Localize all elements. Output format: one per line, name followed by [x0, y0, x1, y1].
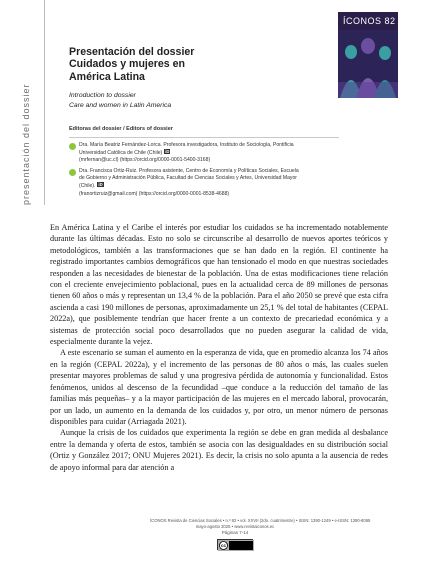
editor-entry: Dra. Francisca Ortiz-Ruiz. Profesora asistente, Centro de Economía y Políticas Sociales, Escuela de Gobierno y Administración Pública, Facultad de Ciencias Sociales y Artes, Universidad Mayor (Chile). iD (franortizruiz@gmail.com) (https://orcid.org/0000-0001-8538-4688) — [69, 168, 339, 197]
creative-commons-badge-icon — [69, 143, 76, 150]
orcid-icon[interactable]: iD — [98, 182, 103, 188]
journal-citation-line: ÍCONOS Revista de Ciencias Sociales • n.º 82 • vol. XXVII (2do. cuatrimestre) • ISSN: 1390-1249 • e-ISSN: 1390-8065 — [150, 518, 371, 523]
orcid-icon[interactable]: iD — [165, 149, 170, 155]
body-paragraph: Aunque la crisis de los cuidados que experimenta la región se debe en gran medida al desbalance entre la demanda y oferta de estos, también se asocia con las desigualdades en su distribución social (Ortiz y González 2017; ONU Mujeres 2021). Es decir, la crisis no solo apunta a la ausencia de redes de apoyo informal para dar atención a — [50, 428, 388, 472]
page-range: Páginas 7-14 — [221, 530, 249, 535]
cover-title: ÍCONOS 82 — [343, 16, 396, 26]
article-title: Presentación del dossier Cuidados y mujeres en América Latina — [69, 46, 195, 83]
body-paragraph: A este escenario se suman el aumento en la esperanza de vida, que en promedio alcanza los 74 años en la región (CEPAL 2022a), y el incremento de las personas de 80 años o más, las cuales suelen presentar mayores problemas de salud y una progresiva pérdida de autonomía y funcionalidad. Estos fenómenos, unidos al descenso de la fecundidad –que conduce a la reducción del tamaño de las familias más pequeñas– y a la mayor participación de las mujeres en el mercado laboral, provocarán, por un lado, un aumento en la demanda de los cuidados y, por otro, un menor número de personas disponibles para cuidar (Arriagada 2021). — [50, 348, 388, 426]
article-subtitle-english: Introduction to dossier Care and women in Latin America — [69, 92, 172, 109]
svg-text:cc: cc — [220, 542, 227, 548]
editor-entry: Dra. María Beatriz Fernández-Lorca. Profesora investigadora, Instituto de Sociología, Pontificia Universidad Católica de Chile (Chile) iD (mrfernan@uc.cl) (https://orcid.org/0000-0001-5400-3168) — [69, 142, 339, 164]
cc-license-icon[interactable] — [217, 539, 253, 550]
editors-block — [69, 126, 339, 198]
article-title-block — [69, 46, 319, 110]
creative-commons-badge-icon — [69, 169, 76, 176]
body-paragraph: En América Latina y el Caribe el interés por estudiar los cuidados se ha incrementado notablemente durante las últimas décadas. Esto no solo se circunscribe al desarrollo de nuevos aportes teóricos y metodológicos, también a las transformaciones que se han dado en la región. El continente ha registrado importantes cambios demográficos que han tensionado el modo en que nuestras sociedades responden a las necesidades de bienestar de la población. Una de estas modificaciones tiene relación con el creciente envejecimiento poblacional, pues en la actualidad cerca de 89 millones de personas tienen 60 años o más y representan un 13,4 % de la población. Para el año 2050 se prevé que esta cifra ascienda a casi 190 millones de personas, aproximadamente un 25,1 % del total de habitantes (CEPAL 2022a), que posiblemente tendrían que hacer frente a un contexto de precariedad económica y a sistemas de protección social poco desarrollados que no pueden asegurar la calidad de vida, especialmente durante la vejez. — [50, 223, 388, 347]
left-margin-rule — [44, 0, 45, 205]
journal-issue-line: mayo-agosto 2025 • www.revistaiconos.ec — [195, 524, 275, 529]
article-body — [50, 222, 388, 473]
editors-heading: Editoras del dossier / Editors of dossier — [69, 126, 173, 132]
cover-illustration — [338, 30, 398, 98]
journal-cover-thumbnail — [338, 12, 398, 98]
section-side-label: presentación del dossier — [21, 83, 31, 205]
editors-divider — [69, 137, 339, 138]
page-footer — [150, 518, 371, 555]
